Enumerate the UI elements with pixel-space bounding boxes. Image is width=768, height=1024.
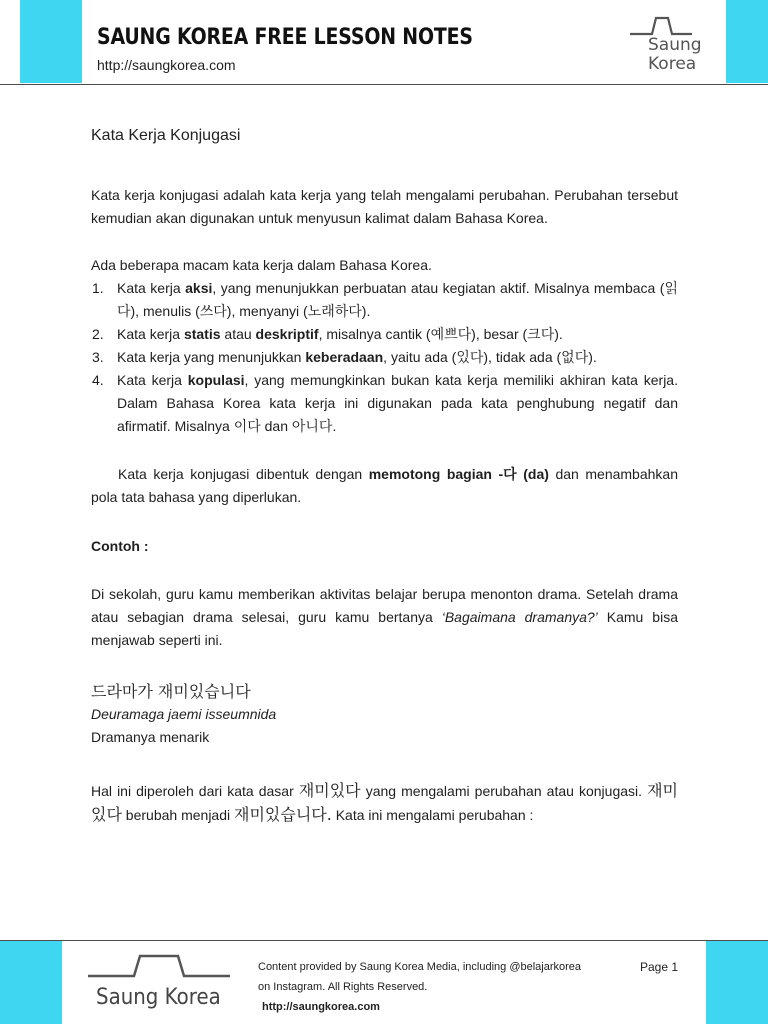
footer-accent-right [706,941,768,1024]
list-intro: Ada beberapa macam kata kerja dalam Bahasa Korea. [91,257,432,273]
example-label-block [91,535,678,558]
example-paragraph: Di sekolah, guru kamu memberikan aktivitas belajar berupa menonton drama. Setelah drama atau sebagian drama selesai, guru kamu bertanya ‘Bagaimana dramanya?’ Kamu bisa menjawab seperti ini. [91,586,678,648]
footer-line2: on Instagram. All Rights Reserved. [258,981,428,993]
korean-sentence: 드라마가 재미있습니다 [91,682,251,701]
intro-text: Kata kerja konjugasi adalah kata kerja yang telah mengalami perubahan. Perubahan tersebut kemudian akan digunakan untuk menyusun kalimat dalam Bahasa Korea. [91,187,678,226]
logo-line1: Saung [648,35,702,55]
list-item: 1. Kata kerja aksi, yang menunjukkan perbuatan atau kegiatan aktif. Misalnya membaca (읽다), menulis (쓰다), menyanyi (노래하다). [92,280,678,319]
page-number: Page 1 [640,960,679,974]
page-title: Kata Kerja Konjugasi [91,127,241,144]
list-item: 3. Kata kerja yang menunjukkan keberadaan, yaitu ada (있다), tidak ada (없다). [92,349,597,365]
list-item: 2. Kata kerja statis atau deskriptif, misalnya cantik (예쁘다), besar (크다). [92,326,563,342]
example-label: Contoh : [91,538,149,554]
footer-accent-left [0,941,62,1024]
verb-types-section [91,254,678,438]
footer-credits [258,957,618,1017]
translation: Dramanya menarik [91,729,210,745]
footer-url[interactable]: http://saungkorea.com [262,1001,380,1013]
header-accent-right [726,0,768,83]
roof-icon [84,948,234,982]
verb-types-list [91,277,678,438]
footer-rule [0,940,768,941]
footer-line1: Content provided by Saung Korea Media, including @belajarkorea [258,961,582,973]
footer-logo: Saung Korea [96,985,221,1010]
conjugation-paragraph: Kata kerja konjugasi dibentuk dengan memotong bagian -다 (da) dan menambahkan pola tata bahasa yang diperlukan. [91,466,678,505]
logo-line2: Korea [648,54,697,74]
example-sentence [91,680,678,749]
logo-text [648,36,702,74]
final-paragraph: Hal ini diperoleh dari kata dasar 재미있다 yang mengalami perubahan atau konjugasi. 재미있다 berubah menjadi 재미있습니다. Kata ini mengalami perubahan : [91,781,678,824]
header-rule [0,84,768,85]
romanization: Deuramaga jaemi isseumnida [91,706,277,722]
page-header-title: SAUNG KOREA FREE LESSON NOTES [97,25,473,50]
header-url[interactable]: http://saungkorea.com [97,57,236,73]
intro-paragraph [91,184,678,230]
list-item: 4. Kata kerja kopulasi, yang memungkinkan bukan kata kerja memiliki akhiran kata kerja. Dalam Bahasa Korea kata kerja ini digunakan pada kata penghubung negatif dan afirmatif. Misalnya 이다 dan 아니다. [92,372,678,434]
header-accent-left [20,0,82,83]
